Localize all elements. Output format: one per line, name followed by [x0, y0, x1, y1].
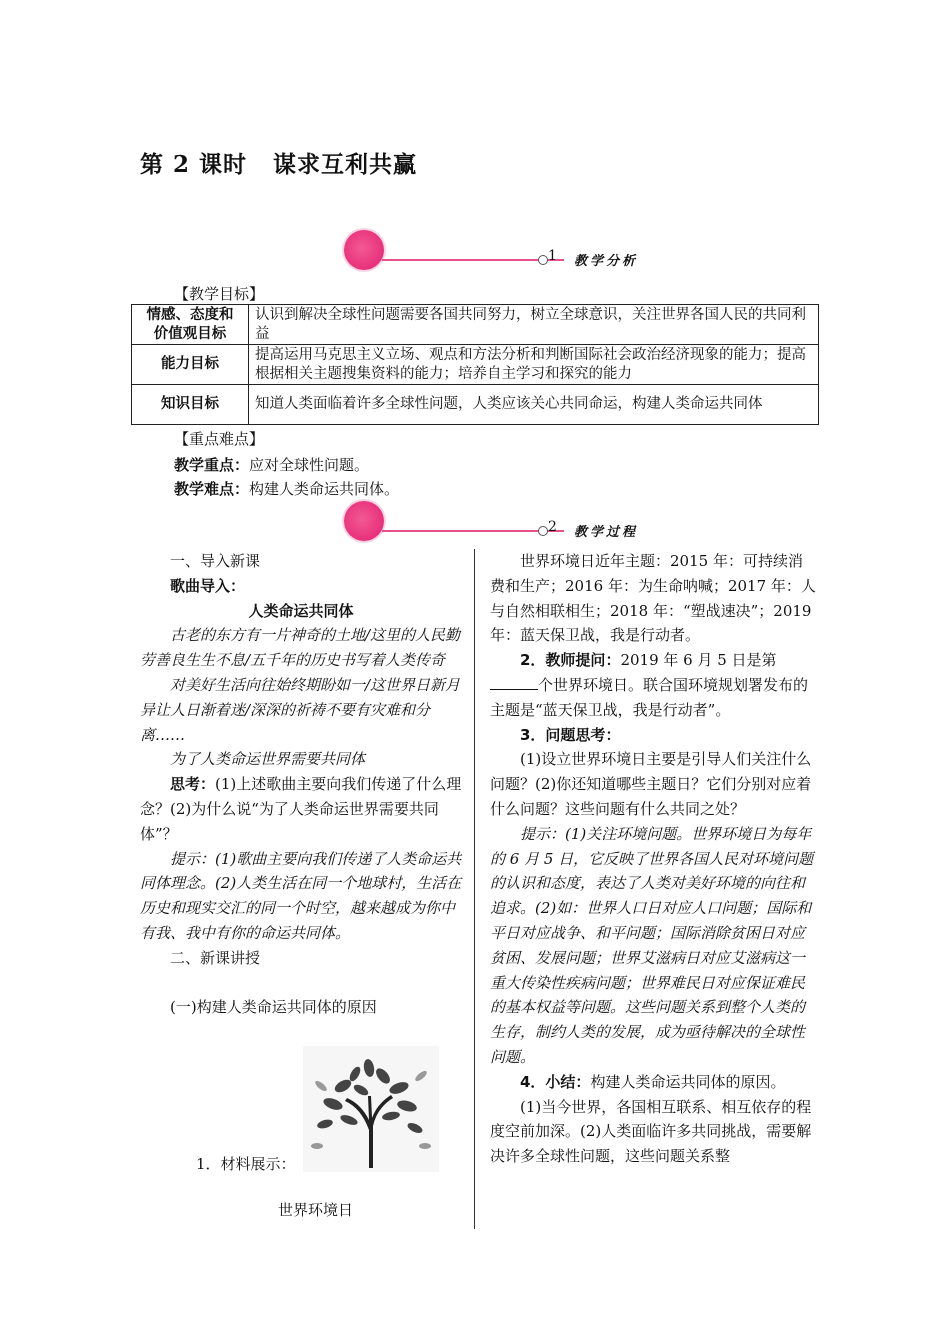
song-title: 人类命运共同体 [248, 601, 354, 620]
goal-value: 认识到解决全球性问题需要各国共同努力，树立全球意识，关注世界各国人民的共同利益 [249, 305, 819, 345]
summary-heading-text: 构建人类命运共同体的原因。 [590, 1072, 786, 1091]
subsection-heading: (一)构建人类命运共同体的原因 [170, 997, 377, 1016]
summary-label: 4．小结： [520, 1072, 591, 1091]
hint-paragraph: 提示：(1)关注环境问题。世界环境日为每年的 6 月 5 日，它反映了世界各国人民对环境问题的认识和态度，表达了人类对美好环境的向往和追求。(2)如：世界人口日对应人口问题；国际和平日对应战争、和平问题；国际消除贫困日对应贫困、发展问题；世界艾滋病日对应艾滋病这一重大传染性疾病问题；世界难民日对应保证难民的基本权益等问题。这些问题关系到整个人类的生存，制约人类的发展，成为亟待解决的全球性问题。 [490, 824, 814, 1066]
keypoint-label: 教学重点： [174, 456, 250, 474]
question-2 [490, 648, 816, 722]
goal-key: 能力目标 [132, 345, 249, 385]
dot-icon [538, 526, 548, 536]
think-paragraph [140, 772, 462, 846]
lyrics: 为了人类命运世界需要共同体 [170, 750, 366, 769]
fill-blank [490, 673, 538, 690]
table-row [132, 305, 819, 345]
goal-value: 知道人类面临着许多全球性问题，人类应该关心共同命运，构建人类命运共同体 [249, 385, 819, 425]
think-label: 思考： [170, 775, 216, 794]
goal-key: 知识目标 [132, 385, 249, 425]
image-caption: 世界环境日 [278, 1201, 354, 1219]
section-number: 2 [548, 519, 557, 535]
question-3-text: (1)设立世界环境日主要是引导人们关注什么问题？(2)你还知道哪些主题日？它们分别对应着什么问题？这些问题有什么共同之处？ [490, 750, 812, 818]
question-text: 个世界环境日。联合国环境规划署发布的主题是“蓝天保卫战，我是行动者”。 [490, 675, 809, 719]
keypoints-heading: 【重点难点】 [174, 430, 265, 448]
pink-circle-icon [344, 501, 384, 541]
themes-paragraph: 世界环境日近年主题：2015 年：可持续消费和生产；2016 年：为生命呐喊；2017 年：人与自然相联相生；2018 年：“塑战速决”；2019 年：蓝天保卫战，我是行动者。 [490, 552, 816, 645]
song-intro: 歌曲导入： [170, 576, 246, 595]
pink-circle-icon [344, 230, 384, 270]
summary-heading [490, 1070, 816, 1095]
new-lesson-heading: 二、新课讲授 [170, 948, 261, 967]
divider [382, 530, 564, 532]
question-label: 2．教师提问： [520, 651, 621, 670]
goal-key [132, 305, 249, 345]
section-number: 1 [548, 248, 557, 264]
goals-heading: 【教学目标】 [174, 285, 265, 303]
section-header-process [344, 501, 814, 551]
lyrics: 古老的东方有一片神奇的土地/这里的人民勤劳善良生生不息/五千年的历史书写着人类传奇 [140, 626, 461, 670]
question-3-label: 3．问题思考： [520, 725, 621, 744]
table-row [132, 385, 819, 425]
goal-key-line: 价值观目标 [153, 325, 227, 342]
goal-key-line: 情感、态度和 [146, 306, 234, 323]
divider [382, 259, 564, 261]
material-label: 1．材料展示： [196, 1155, 296, 1173]
page-title [140, 146, 417, 179]
column-divider [474, 549, 475, 1229]
lesson-number: 第 2 课时 [140, 151, 248, 178]
keypoint-text: 应对全球性问题。 [249, 456, 370, 474]
keypoint [174, 478, 399, 500]
summary-paragraph: (1)当今世界，各国相互联系、相互依存的程度空前加深。(2)人类面临许多共同挑战，需要解决许多全球性问题，这些问题关系整 [490, 1097, 812, 1166]
goals-table [131, 304, 819, 425]
lyrics: 对美好生活向往始终期盼如一/这世界日新月异让人日渐着迷/深深的祈祷不要有灾难和分离…… [140, 675, 461, 744]
keypoint-text: 构建人类命运共同体。 [249, 480, 400, 498]
keypoint [174, 454, 369, 476]
right-column [490, 549, 816, 1169]
left-column [140, 549, 462, 1019]
section-header-analysis [344, 230, 814, 280]
intro-heading: 一、导入新课 [170, 552, 261, 570]
goal-value: 提高运用马克思主义立场、观点和方法分析和判断国际社会政治经济现象的能力；提高根据相关主题搜集资料的能力；培养自主学习和探究的能力 [249, 345, 819, 385]
section-label: 教学过程 [574, 525, 639, 540]
table-row [132, 345, 819, 385]
section-label: 教学分析 [574, 254, 639, 269]
think-text: (1)上述歌曲主要向我们传递了什么理念？(2)为什么说“为了人类命运世界需要共同体”？ [140, 775, 462, 843]
question-text: 2019 年 6 月 5 日是第 [620, 651, 777, 670]
tree-image [303, 1046, 439, 1172]
dot-icon [538, 255, 548, 265]
hint-paragraph: 提示：(1)歌曲主要向我们传递了人类命运共同体理念。(2)人类生活在同一个地球村，生活在历史和现实交汇的同一个时空，越来越成为你中有我、我中有你的命运共同体。 [140, 849, 462, 942]
keypoint-label: 教学难点： [174, 480, 250, 498]
lesson-title: 谋求互利共赢 [273, 151, 418, 178]
